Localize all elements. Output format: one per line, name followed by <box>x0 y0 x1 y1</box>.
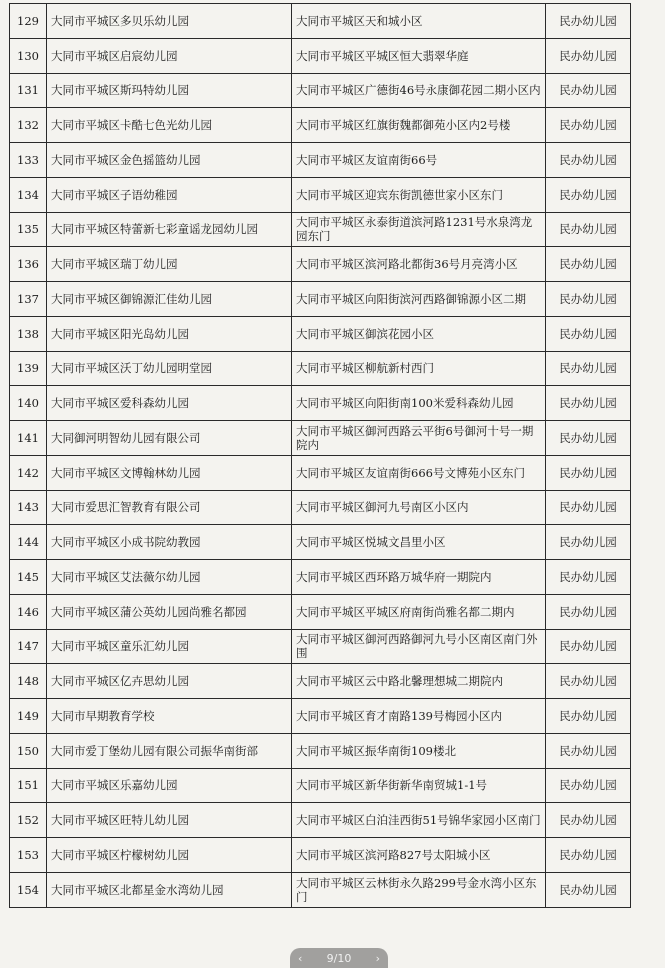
row-number: 129 <box>10 4 47 39</box>
kindergarten-address: 大同市平城区柳航新村西门 <box>292 351 546 386</box>
table-row <box>10 177 631 212</box>
table-row <box>10 560 631 595</box>
kindergarten-name: 大同市平城区爱科森幼儿园 <box>47 386 292 421</box>
kindergarten-type: 民办幼儿园 <box>546 143 631 178</box>
kindergarten-name: 大同市平城区小成书院幼教园 <box>47 525 292 560</box>
row-number: 147 <box>10 629 47 664</box>
row-number: 134 <box>10 177 47 212</box>
row-number: 152 <box>10 803 47 838</box>
row-number: 150 <box>10 733 47 768</box>
kindergarten-type: 民办幼儿园 <box>546 664 631 699</box>
kindergarten-name: 大同市早期教育学校 <box>47 699 292 734</box>
table-row <box>10 38 631 73</box>
table-row <box>10 594 631 629</box>
table-row <box>10 108 631 143</box>
row-number: 153 <box>10 838 47 873</box>
kindergarten-name: 大同市平城区阳光岛幼儿园 <box>47 316 292 351</box>
kindergarten-address: 大同市平城区新华街新华南贸城1-1号 <box>292 768 546 803</box>
prev-page-icon[interactable]: ‹ <box>298 951 303 965</box>
table-row <box>10 490 631 525</box>
table-row <box>10 282 631 317</box>
kindergarten-name: 大同市平城区瑞丁幼儿园 <box>47 247 292 282</box>
kindergarten-address: 大同市平城区振华南街109楼北 <box>292 733 546 768</box>
kindergarten-type: 民办幼儿园 <box>546 872 631 907</box>
table-row <box>10 733 631 768</box>
kindergarten-name: 大同市平城区启宸幼儿园 <box>47 38 292 73</box>
kindergarten-name: 大同市平城区斯玛特幼儿园 <box>47 73 292 108</box>
kindergarten-type: 民办幼儿园 <box>546 177 631 212</box>
row-number: 135 <box>10 212 47 247</box>
kindergarten-type: 民办幼儿园 <box>546 247 631 282</box>
kindergarten-address: 大同市平城区御河西路御河九号小区南区南门外围 <box>292 629 546 664</box>
kindergarten-address: 大同市平城区平城区恒大翡翠华庭 <box>292 38 546 73</box>
table-row <box>10 73 631 108</box>
kindergarten-address: 大同市平城区友谊南街66号 <box>292 143 546 178</box>
page-indicator <box>290 948 388 968</box>
table-row <box>10 143 631 178</box>
next-page-icon[interactable]: › <box>375 951 380 965</box>
kindergarten-type: 民办幼儿园 <box>546 699 631 734</box>
row-number: 137 <box>10 282 47 317</box>
row-number: 140 <box>10 386 47 421</box>
kindergarten-type: 民办幼儿园 <box>546 316 631 351</box>
kindergarten-address: 大同市平城区西环路万城华府一期院内 <box>292 560 546 595</box>
kindergarten-name: 大同市平城区特蕾新七彩童谣龙园幼儿园 <box>47 212 292 247</box>
kindergarten-address: 大同市平城区平城区府南街尚雅名都二期内 <box>292 594 546 629</box>
kindergarten-type: 民办幼儿园 <box>546 73 631 108</box>
kindergarten-name: 大同市爱思汇智教育有限公司 <box>47 490 292 525</box>
kindergarten-table <box>9 3 631 908</box>
kindergarten-name: 大同市平城区亿卉思幼儿园 <box>47 664 292 699</box>
kindergarten-name: 大同市平城区柠檬树幼儿园 <box>47 838 292 873</box>
kindergarten-type: 民办幼儿园 <box>546 629 631 664</box>
kindergarten-name: 大同市爱丁堡幼儿园有限公司振华南街部 <box>47 733 292 768</box>
kindergarten-address: 大同市平城区永泰街道滨河路1231号水泉湾龙园东门 <box>292 212 546 247</box>
kindergarten-type: 民办幼儿园 <box>546 733 631 768</box>
kindergarten-address: 大同市平城区白泊洼西街51号锦华家园小区南门 <box>292 803 546 838</box>
kindergarten-name: 大同御河明智幼儿园有限公司 <box>47 421 292 456</box>
kindergarten-address: 大同市平城区红旗街魏都御苑小区内2号楼 <box>292 108 546 143</box>
kindergarten-name: 大同市平城区乐嘉幼儿园 <box>47 768 292 803</box>
kindergarten-name: 大同市平城区沃丁幼儿园明堂园 <box>47 351 292 386</box>
row-number: 136 <box>10 247 47 282</box>
table-row <box>10 247 631 282</box>
kindergarten-name: 大同市平城区北都星金水湾幼儿园 <box>47 872 292 907</box>
table-row <box>10 316 631 351</box>
table-row <box>10 838 631 873</box>
kindergarten-address: 大同市平城区云林街永久路299号金水湾小区东门 <box>292 872 546 907</box>
kindergarten-type: 民办幼儿园 <box>546 490 631 525</box>
kindergarten-type: 民办幼儿园 <box>546 421 631 456</box>
kindergarten-name: 大同市平城区蒲公英幼儿园尚雅名都园 <box>47 594 292 629</box>
kindergarten-address: 大同市平城区云中路北馨理想城二期院内 <box>292 664 546 699</box>
row-number: 142 <box>10 455 47 490</box>
table-row <box>10 351 631 386</box>
row-number: 154 <box>10 872 47 907</box>
kindergarten-address: 大同市平城区向阳街滨河西路御锦源小区二期 <box>292 282 546 317</box>
table-row <box>10 455 631 490</box>
table-row <box>10 699 631 734</box>
row-number: 146 <box>10 594 47 629</box>
table-row <box>10 4 631 39</box>
kindergarten-type: 民办幼儿园 <box>546 282 631 317</box>
row-number: 130 <box>10 38 47 73</box>
kindergarten-address: 大同市平城区御河西路云平街6号御河十号一期院内 <box>292 421 546 456</box>
row-number: 143 <box>10 490 47 525</box>
row-number: 138 <box>10 316 47 351</box>
row-number: 148 <box>10 664 47 699</box>
kindergarten-name: 大同市平城区旺特儿幼儿园 <box>47 803 292 838</box>
kindergarten-type: 民办幼儿园 <box>546 455 631 490</box>
table-body <box>10 4 631 908</box>
kindergarten-address: 大同市平城区滨河路827号太阳城小区 <box>292 838 546 873</box>
page-number: 9/10 <box>326 951 352 965</box>
table-row <box>10 421 631 456</box>
kindergarten-name: 大同市平城区子语幼稚园 <box>47 177 292 212</box>
kindergarten-type: 民办幼儿园 <box>546 351 631 386</box>
kindergarten-type: 民办幼儿园 <box>546 594 631 629</box>
table-row <box>10 872 631 907</box>
kindergarten-type: 民办幼儿园 <box>546 803 631 838</box>
table-row <box>10 664 631 699</box>
table-row <box>10 803 631 838</box>
kindergarten-name: 大同市平城区艾法薇尔幼儿园 <box>47 560 292 595</box>
kindergarten-type: 民办幼儿园 <box>546 560 631 595</box>
row-number: 151 <box>10 768 47 803</box>
row-number: 132 <box>10 108 47 143</box>
kindergarten-type: 民办幼儿园 <box>546 38 631 73</box>
kindergarten-type: 民办幼儿园 <box>546 108 631 143</box>
row-number: 144 <box>10 525 47 560</box>
table-row <box>10 768 631 803</box>
kindergarten-address: 大同市平城区悦城文昌里小区 <box>292 525 546 560</box>
kindergarten-name: 大同市平城区金色摇篮幼儿园 <box>47 143 292 178</box>
row-number: 145 <box>10 560 47 595</box>
kindergarten-name: 大同市平城区文博翰林幼儿园 <box>47 455 292 490</box>
row-number: 133 <box>10 143 47 178</box>
table-row <box>10 629 631 664</box>
kindergarten-address: 大同市平城区滨河路北都街36号月亮湾小区 <box>292 247 546 282</box>
row-number: 139 <box>10 351 47 386</box>
table-row <box>10 525 631 560</box>
row-number: 131 <box>10 73 47 108</box>
kindergarten-name: 大同市平城区多贝乐幼儿园 <box>47 4 292 39</box>
kindergarten-type: 民办幼儿园 <box>546 768 631 803</box>
kindergarten-type: 民办幼儿园 <box>546 4 631 39</box>
kindergarten-type: 民办幼儿园 <box>546 838 631 873</box>
kindergarten-name: 大同市平城区童乐汇幼儿园 <box>47 629 292 664</box>
kindergarten-address: 大同市平城区御河九号南区小区内 <box>292 490 546 525</box>
kindergarten-name: 大同市平城区卡酷七色光幼儿园 <box>47 108 292 143</box>
kindergarten-address: 大同市平城区向阳街南100米爱科森幼儿园 <box>292 386 546 421</box>
kindergarten-address: 大同市平城区迎宾东街凯德世家小区东门 <box>292 177 546 212</box>
kindergarten-address: 大同市平城区天和城小区 <box>292 4 546 39</box>
kindergarten-type: 民办幼儿园 <box>546 525 631 560</box>
kindergarten-type: 民办幼儿园 <box>546 212 631 247</box>
table-row <box>10 386 631 421</box>
row-number: 149 <box>10 699 47 734</box>
kindergarten-address: 大同市平城区友谊南街666号文博苑小区东门 <box>292 455 546 490</box>
table-row <box>10 212 631 247</box>
kindergarten-address: 大同市平城区御滨花园小区 <box>292 316 546 351</box>
row-number: 141 <box>10 421 47 456</box>
kindergarten-address: 大同市平城区育才南路139号梅园小区内 <box>292 699 546 734</box>
kindergarten-type: 民办幼儿园 <box>546 386 631 421</box>
kindergarten-name: 大同市平城区御锦源汇佳幼儿园 <box>47 282 292 317</box>
kindergarten-address: 大同市平城区广德街46号永康御花园二期小区内 <box>292 73 546 108</box>
